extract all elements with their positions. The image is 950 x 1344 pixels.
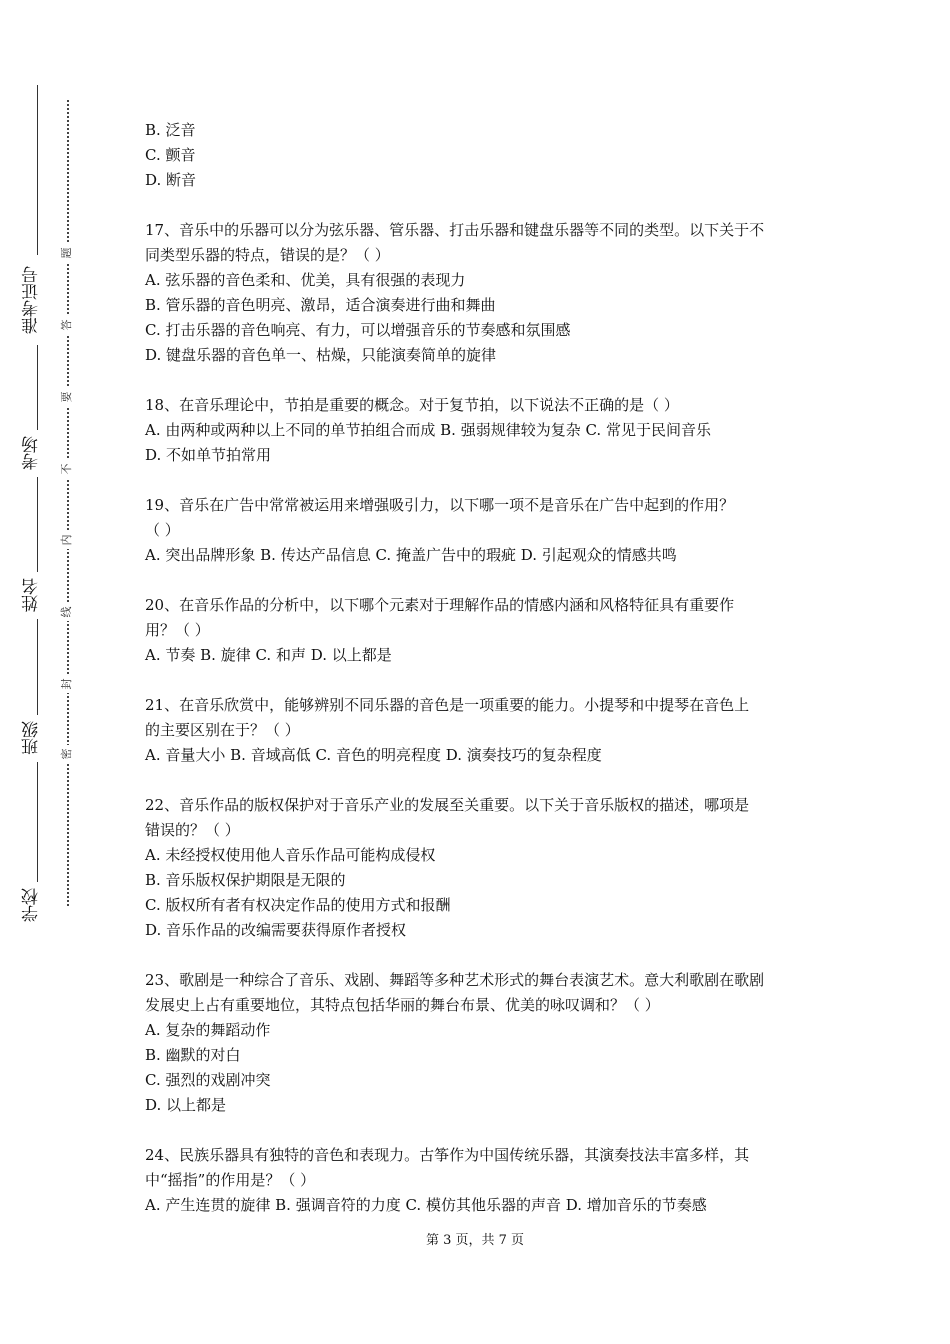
question-text: 错误的？（ ）	[145, 821, 240, 839]
field-label-school: 学校	[22, 888, 42, 922]
option-c: C. 版权所有者有权决定作品的使用方式和报酬	[145, 896, 451, 914]
question-20	[145, 593, 815, 668]
option-d: D. 断音	[145, 171, 197, 189]
option-d: D. 以上都是	[145, 1096, 227, 1114]
binding-rule	[37, 762, 38, 882]
option-d: D. 音乐作品的改编需要获得原作者授权	[145, 921, 407, 939]
question-text: 用？（ ）	[145, 621, 210, 639]
options-line: A. 由两种或两种以上不同的单节拍组合而成 B. 强弱规律较为复杂 C. 常见于民间音乐	[145, 421, 711, 439]
option-c: C. 打击乐器的音色响亮、有力，可以增强音乐的节奏感和氛围感	[145, 321, 571, 339]
question-text: 21、在音乐欣赏中，能够辨别不同乐器的音色是一项重要的能力。小提琴和中提琴在音色上	[145, 696, 750, 714]
question-18	[145, 393, 815, 468]
binding-rule	[37, 85, 38, 255]
question-17	[145, 218, 815, 368]
seal-char: 封	[58, 675, 76, 693]
question-23	[145, 968, 815, 1118]
field-label-exam-room: 考场	[22, 436, 42, 470]
question-text: 中“摇指”的作用是？（ ）	[145, 1171, 316, 1189]
question-text: 24、民族乐器具有独特的音色和表现力。古筝作为中国传统乐器，其演奏技法丰富多样，其	[145, 1146, 750, 1164]
option-a: A. 复杂的舞蹈动作	[145, 1021, 271, 1039]
field-label-exam-id: 准考证号	[22, 266, 42, 334]
binding-rule	[37, 345, 38, 430]
option-d: D. 键盘乐器的音色单一、枯燥，只能演奏简单的旋律	[145, 346, 497, 364]
question-text: 20、在音乐作品的分析中，以下哪个元素对于理解作品的情感内涵和风格特征具有重要作	[145, 596, 735, 614]
field-label-name: 姓名	[22, 578, 42, 612]
option-b: B. 幽默的对白	[145, 1046, 241, 1064]
seal-char: 答	[58, 316, 76, 334]
option-c: C. 颤音	[145, 146, 196, 164]
question-text: 18、在音乐理论中，节拍是重要的概念。对于复节拍，以下说法不正确的是（ ）	[145, 396, 679, 414]
binding-rule	[37, 477, 38, 572]
seal-dotted-line	[67, 100, 69, 906]
question-16-options	[145, 118, 815, 193]
seal-char: 要	[58, 388, 76, 406]
question-text: （ ）	[145, 521, 180, 539]
option-b: B. 管乐器的音色明亮、激昂，适合演奏进行曲和舞曲	[145, 296, 496, 314]
options-line: A. 节奏 B. 旋律 C. 和声 D. 以上都是	[145, 646, 392, 664]
question-text: 同类型乐器的特点，错误的是？（ ）	[145, 246, 390, 264]
seal-char: 线	[58, 603, 76, 621]
option-b: B. 音乐版权保护期限是无限的	[145, 871, 346, 889]
seal-char: 不	[58, 460, 76, 478]
binding-rule	[37, 619, 38, 715]
option-a: A. 弦乐器的音色柔和、优美，具有很强的表现力	[145, 271, 466, 289]
question-text: 的主要区别在于？（ ）	[145, 721, 300, 739]
question-text: 17、音乐中的乐器可以分为弦乐器、管乐器、打击乐器和键盘乐器等不同的类型。以下关于不	[145, 221, 765, 239]
seal-char: 密	[58, 745, 76, 763]
seal-char: 题	[58, 244, 76, 262]
page-number: 第 3 页，共 7 页	[425, 1233, 525, 1248]
question-text: 发展史上占有重要地位，其特点包括华丽的舞台布景、优美的咏叹调和？（ ）	[145, 996, 660, 1014]
option-b: B. 泛音	[145, 121, 196, 139]
question-text: 23、歌剧是一种综合了音乐、戏剧、舞蹈等多种艺术形式的舞台表演艺术。意大利歌剧在歌剧	[145, 971, 765, 989]
question-22	[145, 793, 815, 943]
options-line: A. 产生连贯的旋律 B. 强调音符的力度 C. 模仿其他乐器的声音 D. 增加音乐的节奏感	[145, 1196, 707, 1214]
option-d: D. 不如单节拍常用	[145, 446, 272, 464]
options-line: A. 音量大小 B. 音域高低 C. 音色的明亮程度 D. 演奏技巧的复杂程度	[145, 746, 602, 764]
question-text: 19、音乐在广告中常常被运用来增强吸引力，以下哪一项不是音乐在广告中起到的作用？	[145, 496, 735, 514]
option-c: C. 强烈的戏剧冲突	[145, 1071, 271, 1089]
question-24	[145, 1143, 815, 1218]
question-21	[145, 693, 815, 768]
seal-char: 内	[58, 531, 76, 549]
options-line: A. 突出品牌形象 B. 传达产品信息 C. 掩盖广告中的瑕疵 D. 引起观众的情感共鸣	[145, 546, 677, 564]
question-19	[145, 493, 815, 568]
question-text: 22、音乐作品的版权保护对于音乐产业的发展至关重要。以下关于音乐版权的描述，哪项是	[145, 796, 750, 814]
option-a: A. 未经授权使用他人音乐作品可能构成侵权	[145, 846, 436, 864]
question-list	[145, 118, 815, 1218]
field-label-class: 班级	[22, 721, 42, 755]
